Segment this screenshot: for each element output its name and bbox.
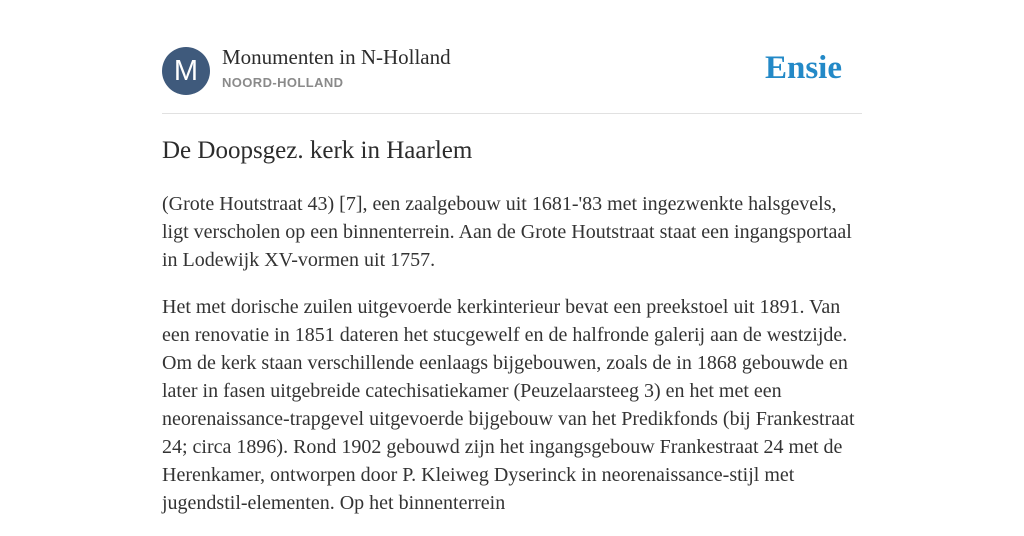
header	[162, 0, 862, 114]
article-paragraph: Het met dorische zuilen uitgevoerde kerkinterieur bevat een preekstoel uit 1891. Van een renovatie in 1851 dateren het stucgewelf en de halfronde galerij aan de westzijde. Om de kerk staan verschillende eenlaags bijgebouwen, zoals de in 1868 gebouwde en later in fasen uitgebreide catechisatiekamer (Peuzelaarsteeg 3) en het met een neorenaissance-trapgevel uitgevoerde bijgebouw van het Predikfonds (bij Frankestraat 24; circa 1896). Rond 1902 gebouwd zijn het ingangsgebouw Frankestraat 24 met de Herenkamer, ontworpen door P. Kleiweg Dyserinck in neorenaissance-stijl met jugendstil-elementen. Op het binnenterrein	[162, 296, 855, 514]
ensie-logo[interactable]: Ensie	[764, 50, 842, 86]
avatar[interactable]: M	[162, 47, 210, 95]
article-title: De Doopsgez. kerk in Haarlem	[162, 137, 473, 164]
article-card	[162, 0, 862, 514]
article-paragraph: (Grote Houtstraat 43) [7], een zaalgebouw uit 1681-'83 met ingezwenkte halsgevels, ligt verscholen op een binnenterrein. Aan de Grote Houtstraat staat een ingangsportaal in Lodewijk XV-vormen uit 1757.	[162, 193, 852, 271]
source-title[interactable]: Monumenten in N-Holland	[222, 45, 451, 69]
source-subtitle: NOORD-HOLLAND	[222, 75, 344, 90]
article-body	[162, 190, 864, 536]
